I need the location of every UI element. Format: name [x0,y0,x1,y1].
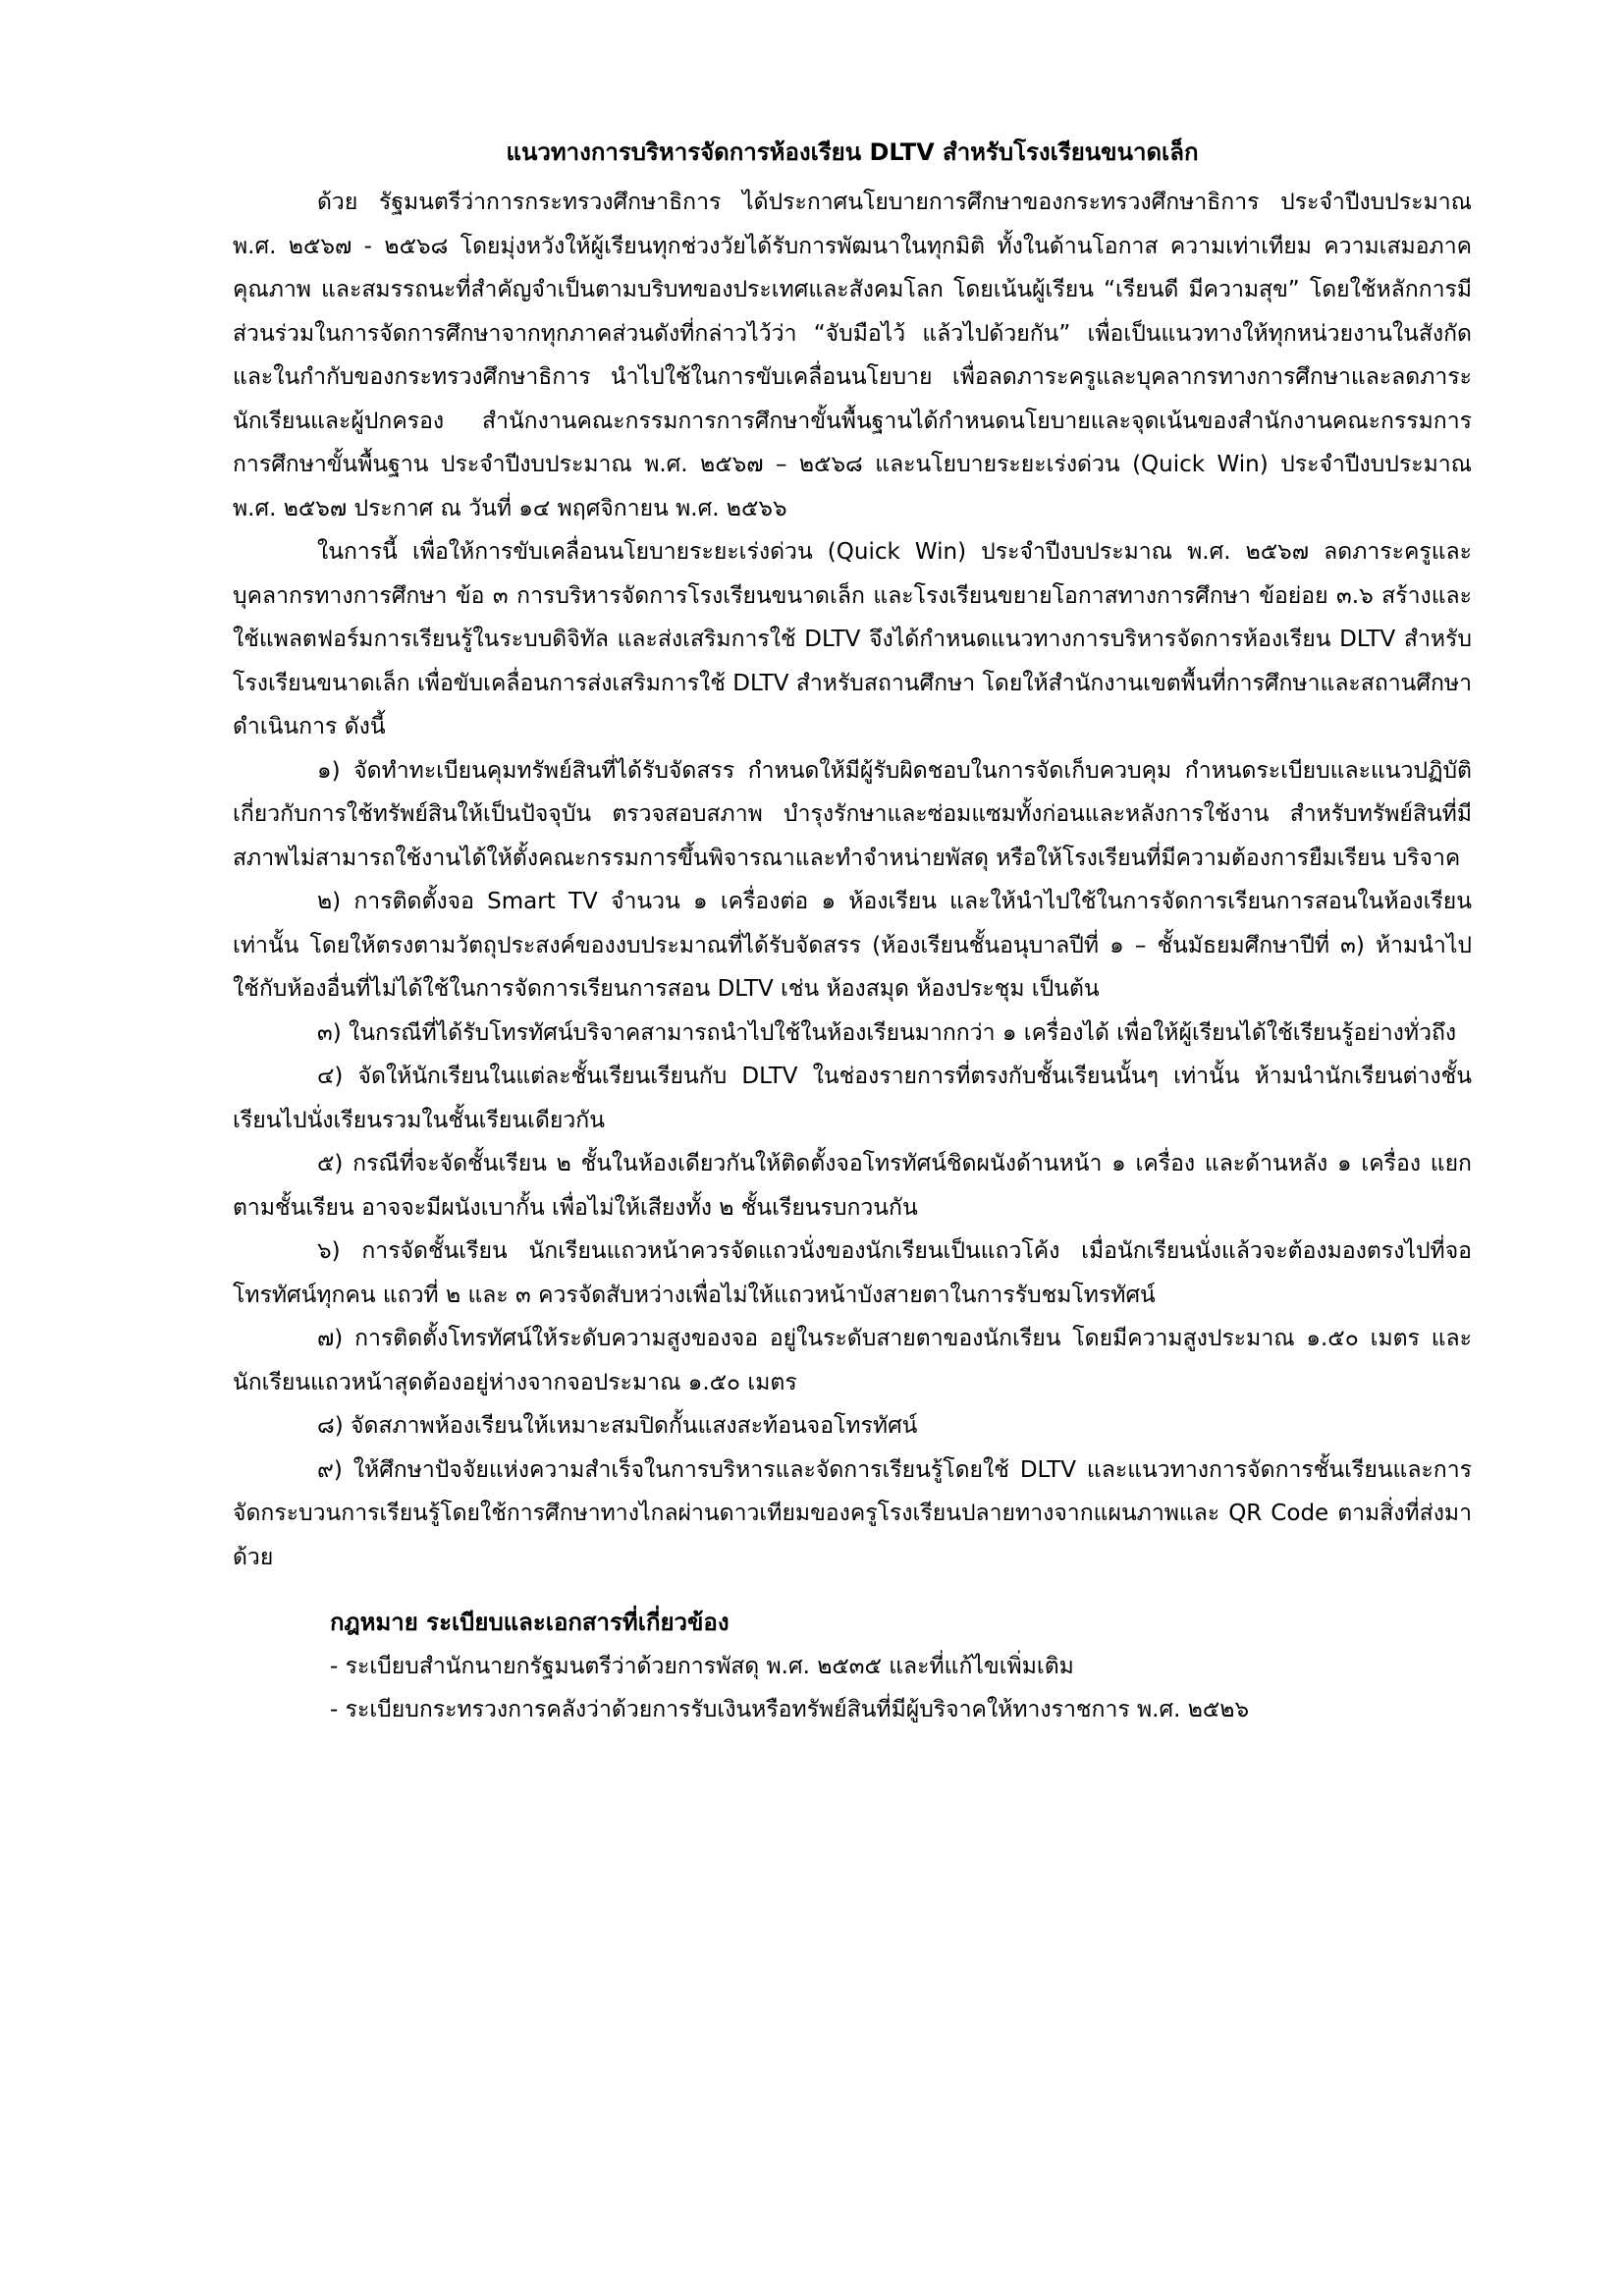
guideline-item-7: ๗) การติดตั้งโทรทัศน์ให้ระดับความสูงของจอ อยู่ในระดับสายตาของนักเรียน โดยมีความสูงประมาณ ๑.๕๐ เมตร และนักเรียนแถวหน้าสุดต้องอยู่ห่างจากจอประมาณ ๑.๕๐ เมตร [233,1326,1472,1395]
guideline-item-1: ๑) จัดทำทะเบียนคุมทรัพย์สินที่ได้รับจัดสรร กำหนดให้มีผู้รับผิดชอบในการจัดเก็บควบคุม กำหนดระเบียบและแนวปฏิบัติเกี่ยวกับการใช้ทรัพย์สินให้เป็นปัจจุบัน ตรวจสอบสภาพ บำรุงรักษาและซ่อมแซมทั้งก่อนและหลังการใช้งาน สำหรับทรัพย์สินที่มีสภาพไม่สามารถใช้งานได้ให้ตั้งคณะกรรมการขึ้นพิจารณาและทำจำหน่ายพัสดุ หรือให้โรงเรียนที่มีความต้องการยืมเรียน บริจาค [233,757,1472,871]
guideline-item-3: ๓) ในกรณีที่ได้รับโทรทัศน์บริจาคสามารถนำไปใช้ในห้องเรียนมากกว่า ๑ เครื่องได้ เพื่อให้ผู้เรียนได้ใช้เรียนรู้อย่างทั่วถึง [317,1019,1457,1046]
guideline-item-5: ๕) กรณีที่จะจัดชั้นเรียน ๒ ชั้นในห้องเดียวกันให้ติดตั้งจอโทรทัศน์ชิดผนังด้านหน้า ๑ เครื่อง และด้านหลัง ๑ เครื่อง แยกตามชั้นเรียน อาจจะมีผนังเบากั้น เพื่อไม่ให้เสียงทั้ง ๒ ชั้นเรียนรบกวนกัน [233,1151,1472,1221]
reference-item-2: - ระเบียบกระทรวงการคลังว่าด้วยการรับเงินหรือทรัพย์สินที่มีผู้บริจาคให้ทางราชการ พ.ศ. ๒๕๒๖ [330,1697,1250,1722]
references-heading: กฎหมาย ระเบียบและเอกสารที่เกี่ยวข้อง [330,1609,730,1636]
guideline-item-8: ๘) จัดสภาพห้องเรียนให้เหมาะสมปิดกั้นแสงสะท้อนจอโทรทัศน์ [317,1413,918,1439]
guideline-item-2: ๒) การติดตั้งจอ Smart TV จำนวน ๑ เครื่องต่อ ๑ ห้องเรียน และให้นำไปใช้ในการจัดการเรียนการสอนในห้องเรียนเท่านั้น โดยให้ตรงตามวัตถุประสงค์ของงบประมาณที่ได้รับจัดสรร (ห้องเรียนชั้นอนุบาลปีที่ ๑ – ชั้นมัธยมศึกษาปีที่ ๓) ห้ามนำไปใช้กับห้องอื่นที่ไม่ได้ใช้ในการจัดการเรียนการสอน DLTV เช่น ห้องสมุด ห้องประชุม เป็นต้น [233,889,1472,1002]
purpose-paragraph: ในการนี้ เพื่อให้การขับเคลื่อนนโยบายระยะเร่งด่วน (Quick Win) ประจำปีงบประมาณ พ.ศ. ๒๕๖๗ ลดภาระครูและบุคลากรทางการศึกษา ข้อ ๓ การบริหารจัดการโรงเรียนขนาดเล็ก และโรงเรียนขยายโอกาสทางการศึกษา ข้อย่อย ๓.๖ สร้างและใช้แพลตฟอร์มการเรียนรู้ในระบบดิจิทัล และส่งเสริมการใช้ DLTV จึงได้กำหนดแนวทางการบริหารจัดการห้องเรียน DLTV สำหรับโรงเรียนขนาดเล็ก เพื่อขับเคลื่อนการส่งเสริมการใช้ DLTV สำหรับสถานศึกษา โดยให้สำนักงานเขตพื้นที่การศึกษาและสถานศึกษาดำเนินการ ดังนี้ [233,539,1472,739]
guideline-item-4: ๔) จัดให้นักเรียนในแต่ละชั้นเรียนเรียนกับ DLTV ในช่องรายการที่ตรงกับชั้นเรียนนั้นๆ เท่านั้น ห้ามนำนักเรียนต่างชั้นเรียนไปนั่งเรียนรวมในชั้นเรียนเดียวกัน [233,1064,1472,1133]
guideline-item-6: ๖) การจัดชั้นเรียน นักเรียนแถวหน้าควรจัดแถวนั่งของนักเรียนเป็นแถวโค้ง เมื่อนักเรียนนั่งแล้วจะต้องมองตรงไปที่จอโทรทัศน์ทุกคน แถวที่ ๒ และ ๓ ควรจัดสับหว่างเพื่อไม่ให้แถวหน้าบังสายตาในการรับชมโทรทัศน์ [233,1238,1472,1308]
document-title: แนวทางการบริหารจัดการห้องเรียน DLTV สำหรับโรงเรียนขนาดเล็ก [506,138,1199,166]
intro-paragraph: ด้วย รัฐมนตรีว่าการกระทรวงศึกษาธิการ ได้ประกาศนโยบายการศึกษาของกระทรวงศึกษาธิการ ประจำปีงบประมาณ พ.ศ. ๒๕๖๗ - ๒๕๖๘ โดยมุ่งหวังให้ผู้เรียนทุกช่วงวัยได้รับการพัฒนาในทุกมิติ ทั้งในด้านโอกาส ความเท่าเทียม ความเสมอภาค คุณภาพ และสมรรถนะที่สำคัญจำเป็นตามบริบทของประเทศและสังคมโลก โดยเน้นผู้เรียน “เรียนดี มีความสุข” โดยใช้หลักการมีส่วนร่วมในการจัดการศึกษาจากทุกภาคส่วนดังที่กล่าวไว้ว่า “จับมือไว้ แล้วไปด้วยกัน” เพื่อเป็นแนวทางให้ทุกหน่วยงานในสังกัดและในกำกับของกระทรวงศึกษาธิการ นำไปใช้ในการขับเคลื่อนนโยบาย เพื่อลดภาระครูและบุคลากรทางการศึกษาและลดภาระนักเรียนและผู้ปกครอง สำนักงานคณะกรรมการการศึกษาขั้นพื้นฐานได้กำหนดนโยบายและจุดเน้นของสำนักงานคณะกรรมการการศึกษาขั้นพื้นฐาน ประจำปีงบประมาณ พ.ศ. ๒๕๖๗ – ๒๕๖๘ และนโยบายระยะเร่งด่วน (Quick Win) ประจำปีงบประมาณ พ.ศ. ๒๕๖๗ ประกาศ ณ วันที่ ๑๔ พฤศจิกายน พ.ศ. ๒๕๖๖ [233,190,1472,521]
document-body [233,136,1472,1732]
guideline-item-9: ๙) ให้ศึกษาปัจจัยแห่งความสำเร็จในการบริหารและจัดการเรียนรู้โดยใช้ DLTV และแนวทางการจัดการชั้นเรียนและการจัดกระบวนการเรียนรู้โดยใช้การศึกษาทางไกลผ่านดาวเทียมของครูโรงเรียนปลายทางจากแผนภาพและ QR Code ตามสิ่งที่ส่งมาด้วย [233,1456,1472,1570]
reference-item-1: - ระเบียบสำนักนายกรัฐมนตรีว่าด้วยการพัสดุ พ.ศ. ๒๕๓๕ และที่แก้ไขเพิ่มเติม [330,1653,1074,1679]
